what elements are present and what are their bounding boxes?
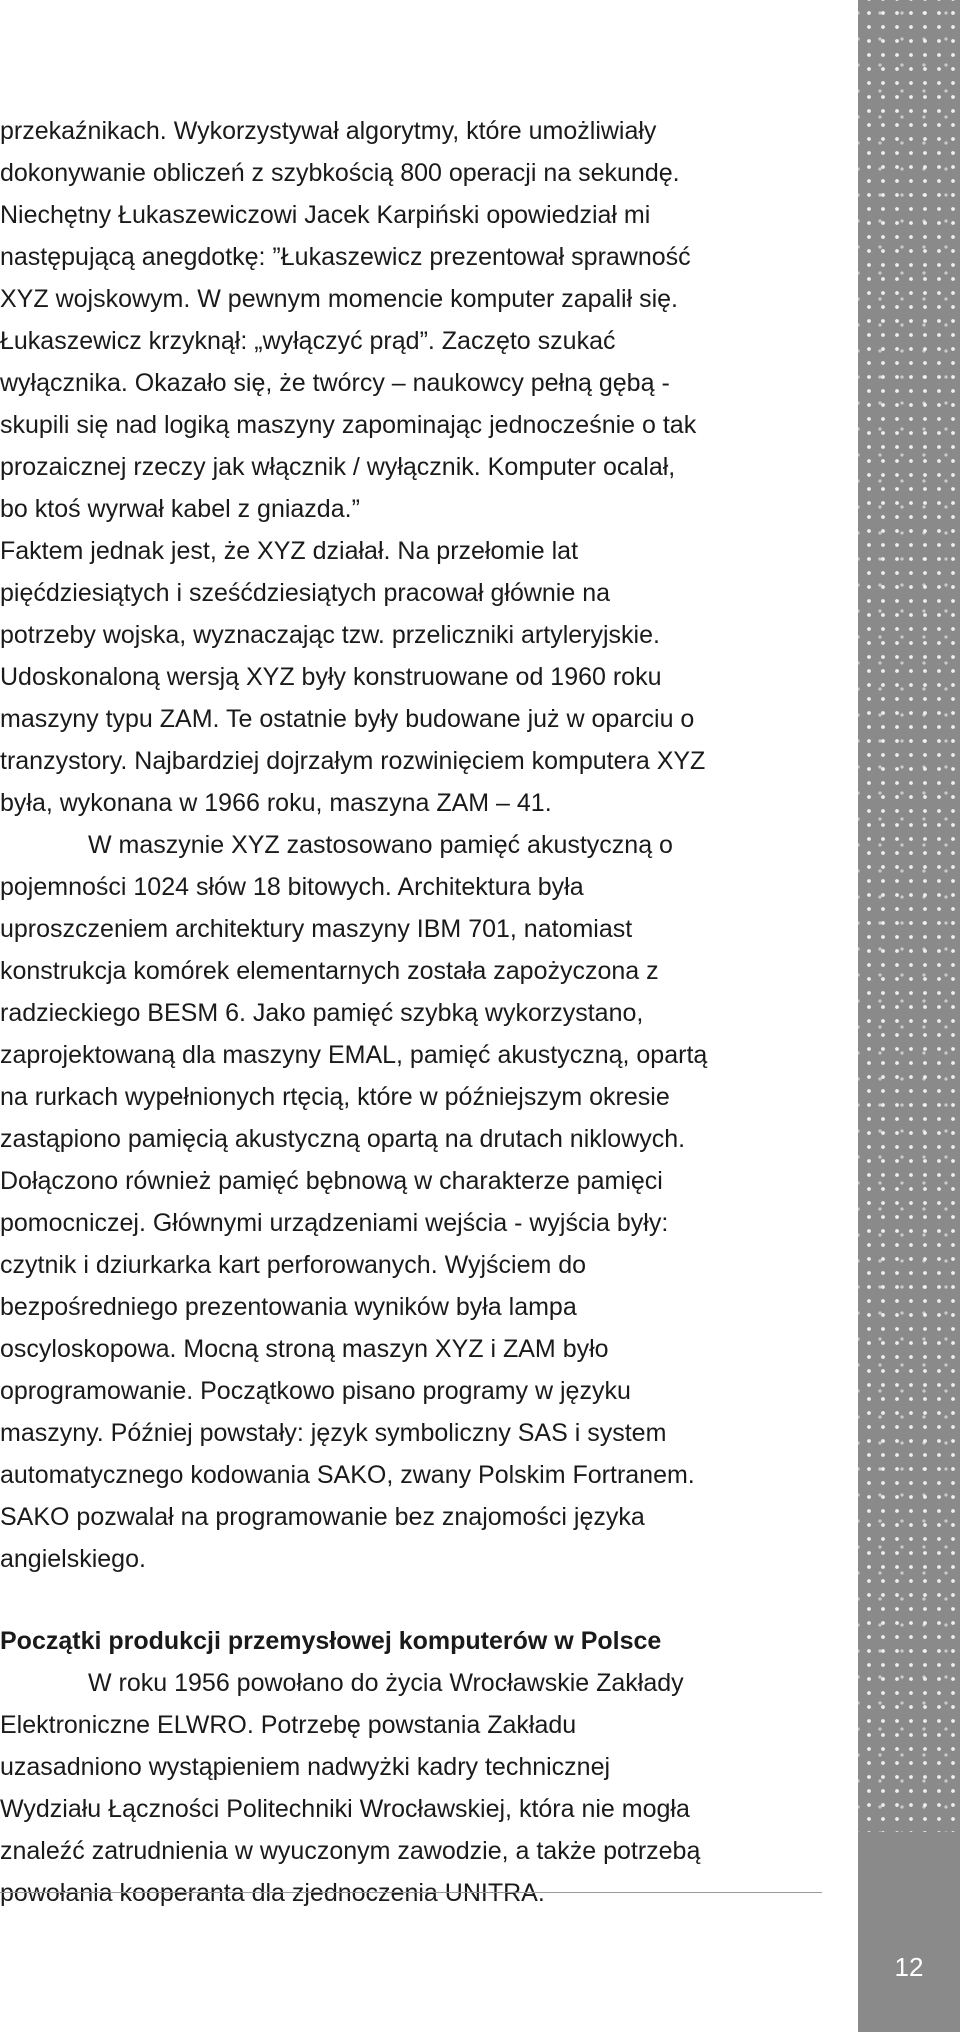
text-line: czytnik i dziurkarka kart perforowanych. Wyjściem do	[0, 1251, 587, 1279]
text-line: pojemności 1024 słów 18 bitowych. Architektura była	[0, 873, 584, 901]
article-body	[0, 110, 830, 1914]
paragraph-1	[0, 110, 830, 824]
text-line: oscyloskopowa. Mocną stroną maszyn XYZ i ZAM było	[0, 1335, 609, 1363]
text-line: automatycznego kodowania SAKO, zwany Polskim Fortranem.	[0, 1461, 695, 1489]
text-line: SAKO pozwalał na programowanie bez znajomości języka	[0, 1503, 645, 1531]
text-line: Elektroniczne ELWRO. Potrzebę powstania Zakładu	[0, 1711, 577, 1739]
page-number: 12	[894, 1952, 924, 1982]
text-line: uproszczeniem architektury maszyny IBM 701, natomiast	[0, 915, 633, 943]
text-line: potrzeby wojska, wyznaczając tzw. przeliczniki artyleryjskie.	[0, 621, 660, 649]
text-line: bezpośredniego prezentowania wyników była lampa	[0, 1293, 577, 1321]
text-line: Łukaszewicz krzyknął: „wyłączyć prąd”. Zaczęto szukać	[0, 327, 616, 355]
text-line: przekaźnikach. Wykorzystywał algorytmy, które umożliwiały	[0, 117, 657, 145]
decorative-dotted-sidebar	[858, 0, 960, 2032]
text-line: W maszynie XYZ zastosowano pamięć akustyczną o	[88, 831, 673, 859]
text-line: Wydziału Łączności Politechniki Wrocławskiej, która nie mogła	[0, 1795, 690, 1823]
paragraph-3	[0, 1662, 830, 1914]
text-line: wyłącznika. Okazało się, że twórcy – naukowcy pełną gębą -	[0, 369, 670, 397]
text-line: powołania kooperanta dla zjednoczenia UNITRA.	[0, 1879, 545, 1907]
text-line: radzieckiego BESM 6. Jako pamięć szybką wykorzystano,	[0, 999, 644, 1027]
text-line: Faktem jednak jest, że XYZ działał. Na przełomie lat	[0, 537, 579, 565]
text-line: Niechętny Łukaszewiczowi Jacek Karpiński opowiedział mi	[0, 201, 651, 229]
text-line: dokonywanie obliczeń z szybkością 800 operacji na sekundę.	[0, 159, 680, 187]
text-line: oprogramowanie. Początkowo pisano programy w języku	[0, 1377, 631, 1405]
text-line: W roku 1956 powołano do życia Wrocławskie Zakłady	[88, 1669, 684, 1697]
text-line: bo ktoś wyrwał kabel z gniazda.”	[0, 495, 360, 523]
text-line: maszyny typu ZAM. Te ostatnie były budowane już w oparciu o	[0, 705, 695, 733]
text-line: skupili się nad logiką maszyny zapominając jednocześnie o tak	[0, 411, 697, 439]
text-line: zastąpiono pamięcią akustyczną opartą na drutach niklowych.	[0, 1125, 686, 1153]
text-line: Dołączono również pamięć bębnową w charakterze pamięci	[0, 1167, 663, 1195]
text-line: następującą anegdotkę: ”Łukaszewicz prezentował sprawność	[0, 243, 691, 271]
text-line: Udoskonaloną wersją XYZ były konstruowane od 1960 roku	[0, 663, 662, 691]
text-line: zaprojektowaną dla maszyny EMAL, pamięć akustyczną, opartą	[0, 1041, 708, 1069]
text-line: znaleźć zatrudnienia w wyuczonym zawodzie, a także potrzebą	[0, 1837, 701, 1865]
text-line: pięćdziesiątych i sześćdziesiątych pracował głównie na	[0, 579, 611, 607]
text-line: angielskiego.	[0, 1545, 146, 1573]
text-line: pomocniczej. Głównymi urządzeniami wejścia - wyjścia były:	[0, 1209, 669, 1237]
paragraph-2	[0, 824, 830, 1580]
section-heading: Początki produkcji przemysłowej komputerów w Polsce	[0, 1627, 662, 1655]
text-line: tranzystory. Najbardziej dojrzałym rozwinięciem komputera XYZ	[0, 747, 706, 775]
footer-divider	[0, 1892, 822, 1893]
text-line: konstrukcja komórek elementarnych została zapożyczona z	[0, 957, 659, 985]
text-line: była, wykonana w 1966 roku, maszyna ZAM – 41.	[0, 789, 552, 817]
text-line: na rurkach wypełnionych rtęcią, które w późniejszym okresie	[0, 1083, 670, 1111]
text-line: XYZ wojskowym. W pewnym momencie komputer zapalił się.	[0, 285, 678, 313]
text-line: prozaicznej rzeczy jak włącznik / wyłącznik. Komputer ocalał,	[0, 453, 676, 481]
text-line: uzasadniono wystąpieniem nadwyżki kadry technicznej	[0, 1753, 611, 1781]
text-line: maszyny. Później powstały: język symboliczny SAS i system	[0, 1419, 667, 1447]
sidebar-footer-band	[858, 1832, 960, 2032]
